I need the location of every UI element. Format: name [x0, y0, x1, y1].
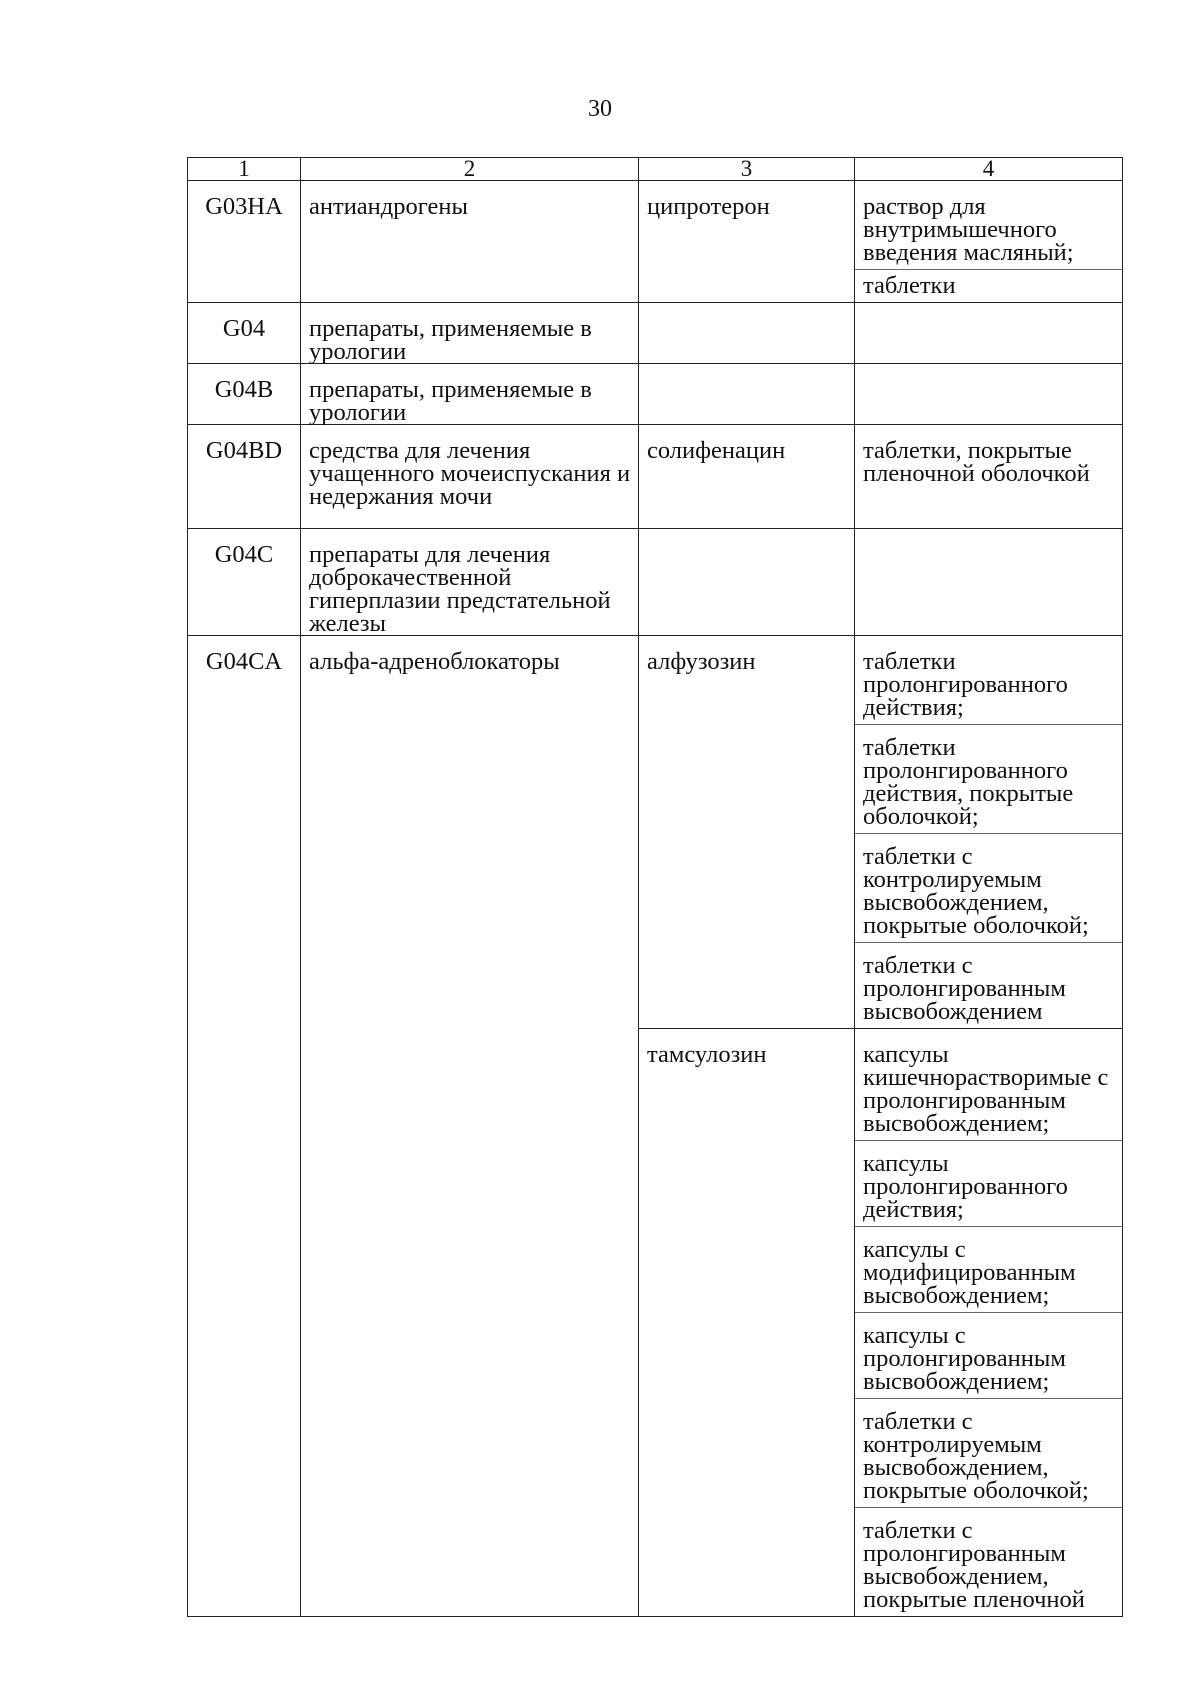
drug-name [639, 364, 855, 425]
table-row [188, 529, 1123, 636]
header-row [188, 158, 1123, 181]
dosage-form: таблетки пролонгированного действия; [863, 648, 1068, 721]
group-name: препараты, применяемые в урологии [301, 364, 639, 425]
dosage-form: таблетки с пролонгированным высвобождением [855, 942, 1122, 1028]
drug-name: солифенацин [639, 425, 855, 529]
table-row [188, 425, 1123, 529]
dosage-forms [855, 425, 1123, 529]
group-name: препараты для лечения доброкачественной гиперплазии предстательной железы [301, 529, 639, 636]
column-header: 1 [188, 158, 301, 181]
atc-code: G04C [188, 529, 301, 636]
page-number: 30 [588, 96, 612, 122]
dosage-form: таблетки пролонгированного действия, покрытые оболочкой; [855, 724, 1122, 833]
dosage-form: таблетки с контролируемым высвобождением, покрытые оболочкой; [855, 1398, 1122, 1507]
dosage-form: капсулы пролонгированного действия; [855, 1140, 1122, 1226]
dosage-form: таблетки [855, 269, 1122, 302]
dosage-form: раствор для внутримышечного введения масляный; [863, 193, 1074, 266]
drug-table [187, 157, 1123, 1617]
dosage-forms [855, 181, 1123, 303]
atc-code: G04CA [188, 636, 301, 1617]
group-name: антиандрогены [301, 181, 639, 303]
group-name: препараты, применяемые в урологии [301, 303, 639, 364]
dosage-form: капсулы с пролонгированным высвобождением; [855, 1312, 1122, 1398]
group-name: средства для лечения учащенного мочеиспускания и недержания мочи [301, 425, 639, 529]
dosage-form: таблетки с пролонгированным высвобождением, покрытые пленочной [855, 1507, 1122, 1616]
drug-name: тамсулозин [639, 1029, 855, 1617]
drug-name: алфузозин [639, 636, 855, 1029]
atc-code: G04B [188, 364, 301, 425]
dosage-forms [855, 364, 1123, 425]
table-row [188, 364, 1123, 425]
drug-name [639, 303, 855, 364]
dosage-form: капсулы с модифицированным высвобождением; [855, 1226, 1122, 1312]
atc-code: G04 [188, 303, 301, 364]
table-row [188, 181, 1123, 303]
dosage-form: таблетки, покрытые пленочной оболочкой [863, 437, 1090, 487]
column-header: 4 [855, 158, 1123, 181]
dosage-forms [855, 636, 1123, 1029]
group-name: альфа-адреноблокаторы [301, 636, 639, 1617]
column-header: 3 [639, 158, 855, 181]
column-header: 2 [301, 158, 639, 181]
dosage-form: таблетки с контролируемым высвобождением, покрытые оболочкой; [855, 833, 1122, 942]
dosage-forms [855, 303, 1123, 364]
atc-code: G04BD [188, 425, 301, 529]
drug-name: ципротерон [639, 181, 855, 303]
table-row [188, 636, 1123, 1029]
drug-name [639, 529, 855, 636]
table-row [188, 303, 1123, 364]
dosage-forms [855, 529, 1123, 636]
atc-code: G03HA [188, 181, 301, 303]
dosage-form: капсулы кишечнорастворимые с пролонгированным высвобождением; [863, 1041, 1109, 1137]
dosage-forms [855, 1029, 1123, 1617]
